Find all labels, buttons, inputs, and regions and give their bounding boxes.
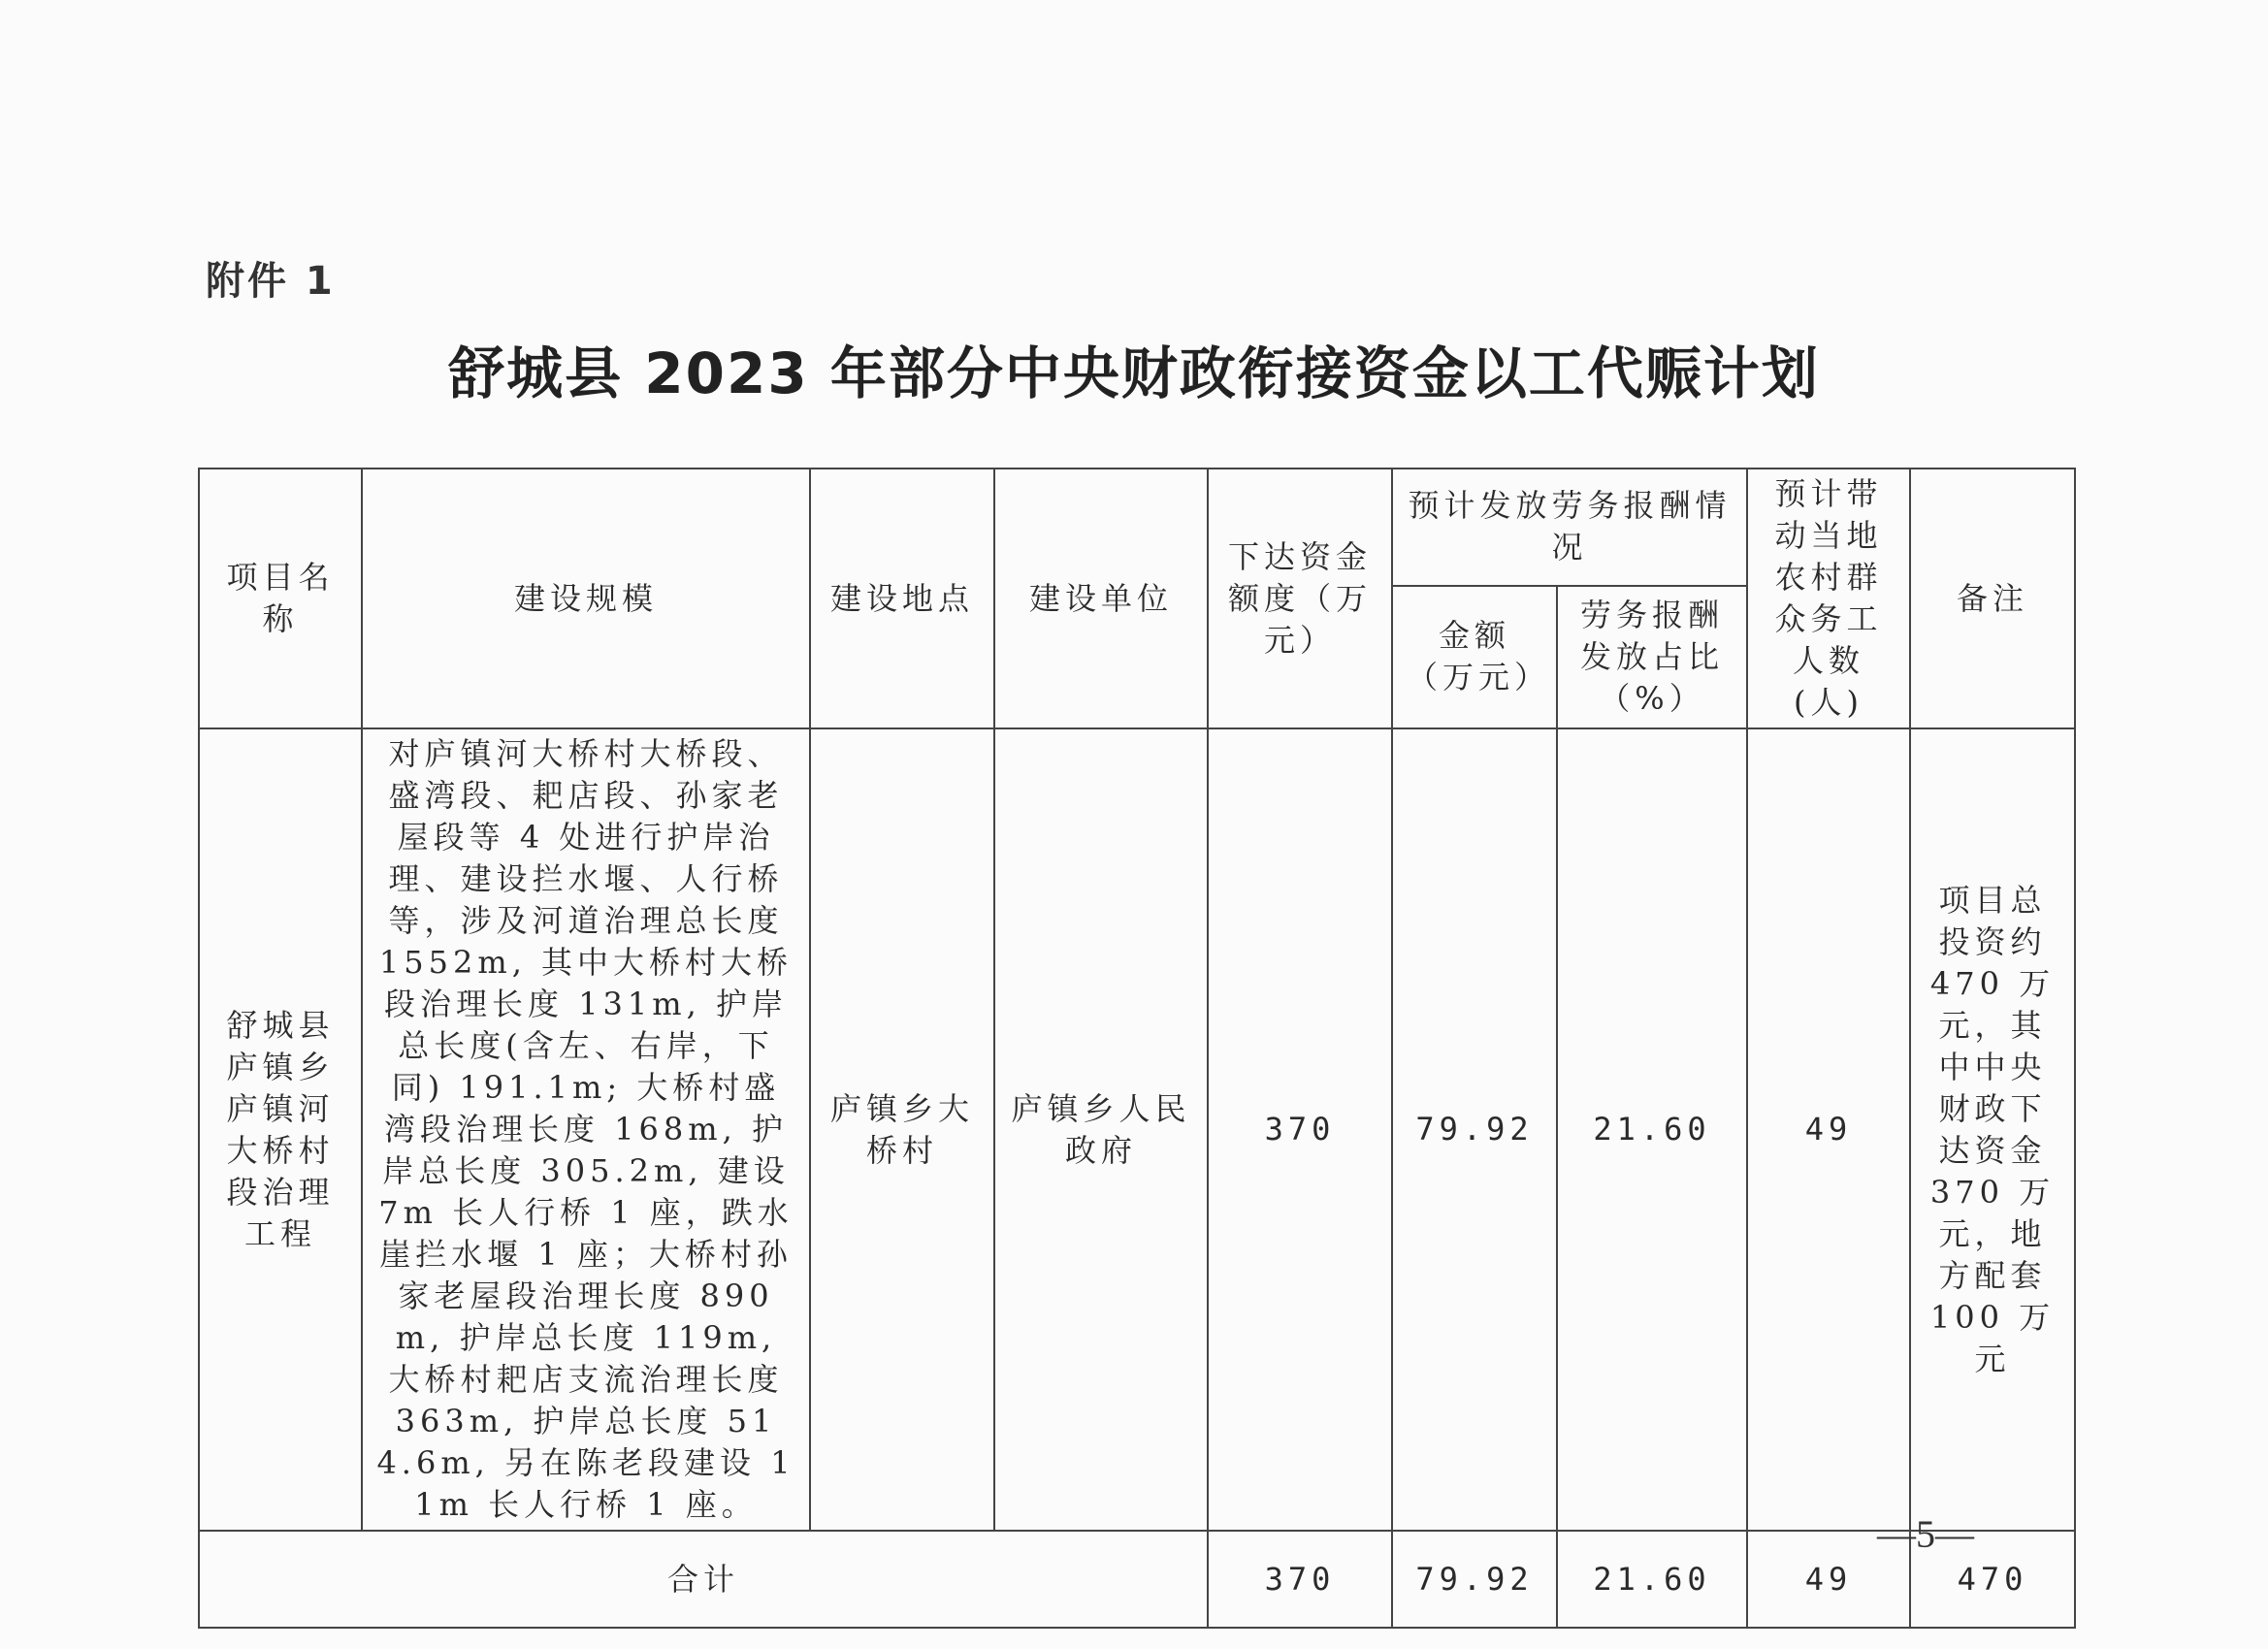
plan-table <box>198 468 2076 1629</box>
document-title: 舒城县 2023 年部分中央财政衔接资金以工代赈计划 <box>448 340 1820 406</box>
header-workers: 预计带动当地农村群众务工人数(人) <box>1747 469 1910 728</box>
header-funds: 下达资金额度（万元） <box>1208 469 1392 728</box>
cell-scale: 对庐镇河大桥村大桥段、盛湾段、耙店段、孙家老屋段等 4 处进行护岸治理、建设拦水堰、人行桥等，涉及河道治理总长度 1552m, 其中大桥村大桥段治理长度 131m, 护岸总长度(含左、右岸，下同) 191.1m; 大桥村盛湾段治理长度 168m, 护岸总长度 305.2m, 建设 7m 长人行桥 1 座，跌水崖拦水堰 1 座；大桥村孙家老屋段治理长度 890m, 护岸总长度 119m, 大桥村耙店支流治理长度 363m, 护岸总长度 514.6m, 另在陈老段建设 11m 长人行桥 1 座。 <box>362 728 810 1531</box>
header-labor-group: 预计发放劳务报酬情况 <box>1392 469 1747 586</box>
total-row <box>199 1531 2075 1628</box>
total-labor-ratio: 21.60 <box>1557 1531 1747 1628</box>
total-remarks: 470 <box>1910 1531 2075 1628</box>
attachment-label: 附件 1 <box>206 259 336 304</box>
header-project-name: 项目名称 <box>199 469 362 728</box>
cell-workers: 49 <box>1747 728 1910 1531</box>
page-number: —5— <box>1877 1512 1974 1556</box>
total-funds: 370 <box>1208 1531 1392 1628</box>
cell-project-name: 舒城县庐镇乡庐镇河大桥村段治理工程 <box>199 728 362 1531</box>
header-labor-amount: 金额（万元） <box>1392 586 1557 728</box>
cell-labor-ratio: 21.60 <box>1557 728 1747 1531</box>
cell-labor-amount: 79.92 <box>1392 728 1557 1531</box>
total-workers: 49 <box>1747 1531 1910 1628</box>
cell-location: 庐镇乡大桥村 <box>810 728 994 1531</box>
header-labor-ratio: 劳务报酬发放占比（%） <box>1557 586 1747 728</box>
header-row <box>199 469 2075 586</box>
total-label: 合计 <box>199 1531 1208 1628</box>
header-remarks: 备注 <box>1910 469 2075 728</box>
header-location: 建设地点 <box>810 469 994 728</box>
total-labor-amount: 79.92 <box>1392 1531 1557 1628</box>
cell-unit: 庐镇乡人民政府 <box>994 728 1208 1531</box>
cell-remarks: 项目总投资约 470 万元，其中中央财政下达资金 370 万元，地方配套 100 万元 <box>1910 728 2075 1531</box>
header-unit: 建设单位 <box>994 469 1208 728</box>
cell-funds: 370 <box>1208 728 1392 1531</box>
header-scale: 建设规模 <box>362 469 810 728</box>
table-row <box>199 728 2075 1531</box>
